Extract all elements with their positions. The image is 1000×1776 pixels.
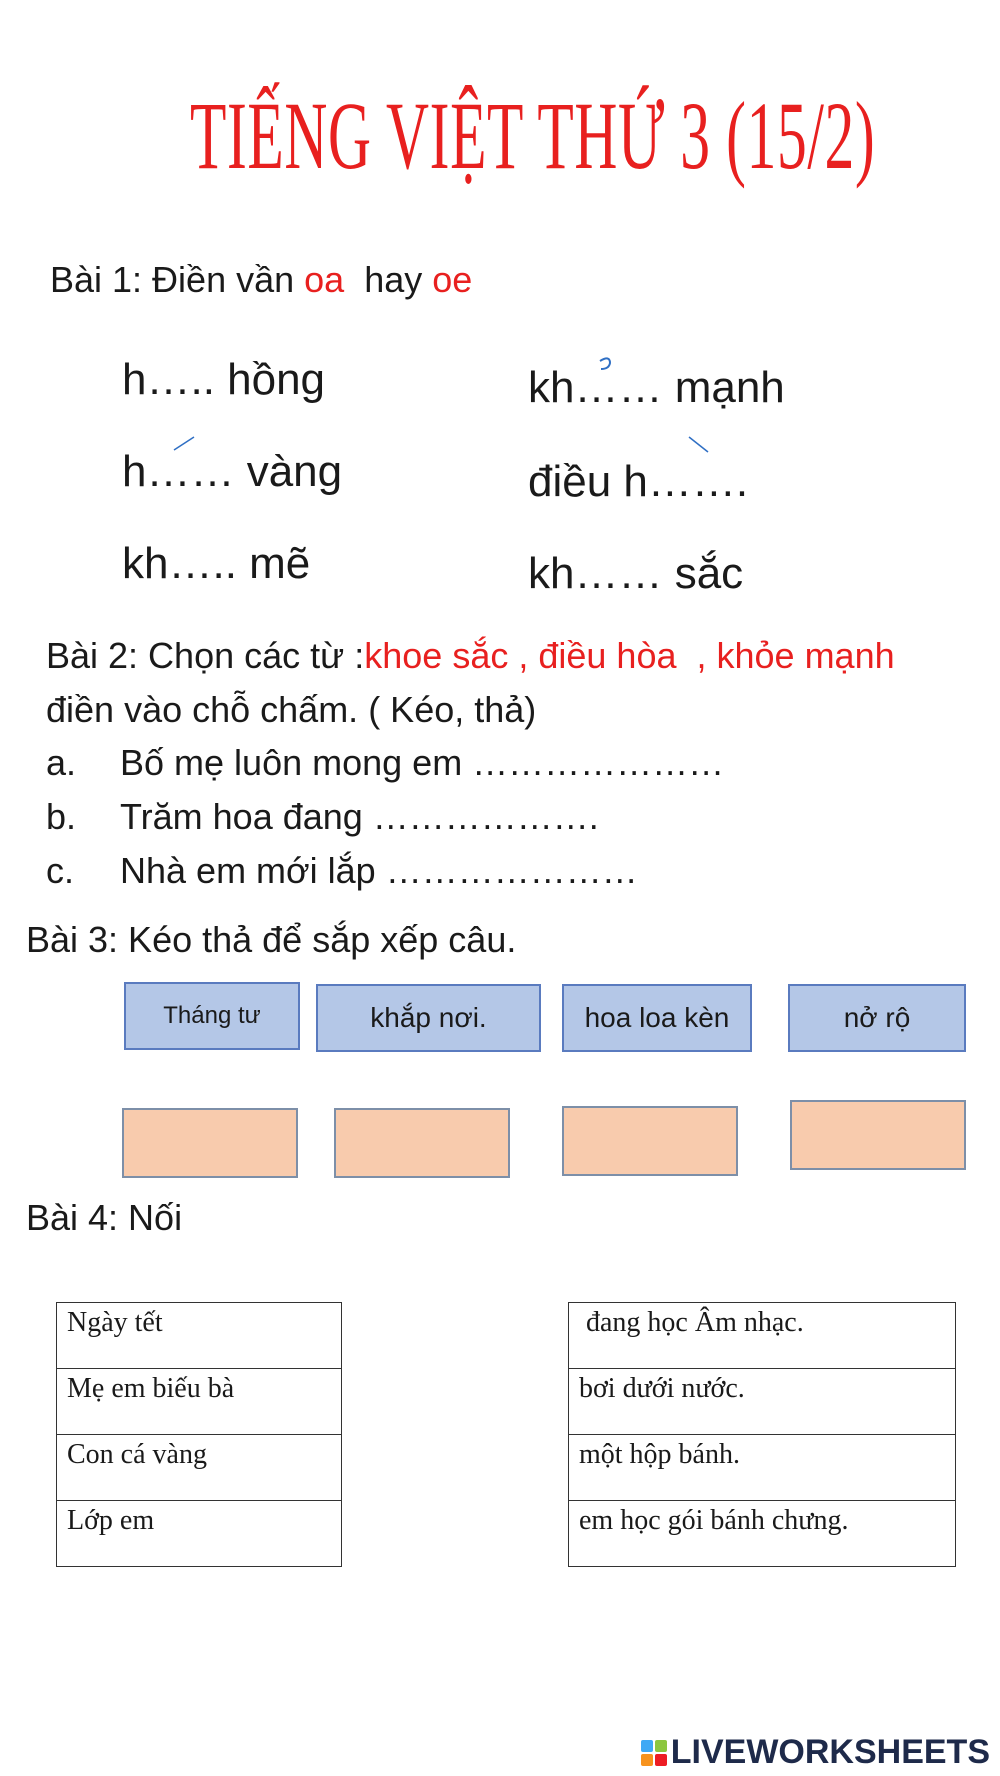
brand-name: LIVEWORKSHEETS [670, 1733, 990, 1771]
logo-square-4 [655, 1754, 667, 1766]
bai1-item-left-1[interactable]: h….. hồng [122, 355, 326, 404]
hook-mark-icon [596, 355, 616, 379]
acute-mark-icon [172, 434, 198, 454]
bai1-option-oa: oa [304, 259, 345, 300]
match-right-1[interactable]: đang học Âm nhạc. [569, 1303, 956, 1369]
match-right-3[interactable]: một hộp bánh. [569, 1435, 956, 1501]
match-right-table [568, 1302, 956, 1567]
match-right-2[interactable]: bơi dưới nước. [569, 1369, 956, 1435]
bai2-instruction: điền vào chỗ chấm. ( Kéo, thả) [46, 689, 537, 730]
word-tile-1[interactable]: Tháng tư [124, 982, 300, 1050]
bai2-heading [46, 634, 895, 677]
match-left-2[interactable]: Mẹ em biếu bà [57, 1369, 342, 1435]
match-left-3[interactable]: Con cá vàng [57, 1435, 342, 1501]
bai2-sentence-c[interactable]: Nhà em mới lắp ………………… [120, 850, 638, 891]
match-left-4[interactable]: Lớp em [57, 1501, 342, 1567]
bai2-marker-b: b. [46, 796, 77, 837]
logo-square-1 [641, 1740, 653, 1752]
bai3-heading: Bài 3: Kéo thả để sắp xếp câu. [26, 919, 517, 960]
page-title: TIẾNG VIỆT THỨ 3 (15/2) [190, 82, 876, 189]
bai1-item-right-3[interactable]: kh…… sắc [528, 549, 744, 598]
word-tile-2[interactable]: khắp nơi. [316, 984, 541, 1052]
drop-slot-4[interactable] [790, 1100, 966, 1170]
liveworksheets-logo-icon [641, 1740, 667, 1766]
bai2-heading-text: Bài 2: Chọn các từ : [46, 635, 365, 676]
bai1-heading-mid: hay [344, 259, 433, 300]
drop-slot-2[interactable] [334, 1108, 510, 1178]
logo-square-3 [641, 1754, 653, 1766]
word-tile-4[interactable]: nở rộ [788, 984, 966, 1052]
grave-mark-icon [686, 434, 712, 456]
bai1-heading-text: Bài 1: Điền vần [50, 259, 305, 300]
bai1-item-right-2[interactable]: điều h……. [528, 457, 749, 506]
drop-slot-1[interactable] [122, 1108, 298, 1178]
bai1-item-right-1[interactable]: kh…… mạnh [528, 363, 785, 412]
bai2-word-choices: khoe sắc , điều hòa , khỏe mạnh [364, 635, 895, 676]
footer-brand [641, 1733, 990, 1772]
match-left-1[interactable]: Ngày tết [57, 1303, 342, 1369]
match-right-4[interactable]: em học gói bánh chưng. [569, 1501, 956, 1567]
bai1-option-oe: oe [432, 259, 473, 300]
bai1-item-left-3[interactable]: kh….. mẽ [122, 539, 311, 588]
bai1-heading [50, 258, 472, 301]
match-left-table [56, 1302, 342, 1567]
bai1-item-left-2[interactable]: h…… vàng [122, 447, 343, 496]
bai2-sentence-b[interactable]: Trăm hoa đang ………………. [120, 796, 599, 837]
drop-slot-3[interactable] [562, 1106, 738, 1176]
bai2-marker-a: a. [46, 742, 77, 783]
bai2-sentence-a[interactable]: Bố mẹ luôn mong em ………………… [120, 742, 725, 783]
bai4-heading: Bài 4: Nối [26, 1197, 183, 1238]
word-tile-3[interactable]: hoa loa kèn [562, 984, 752, 1052]
bai2-marker-c: c. [46, 850, 75, 891]
logo-square-2 [655, 1740, 667, 1752]
